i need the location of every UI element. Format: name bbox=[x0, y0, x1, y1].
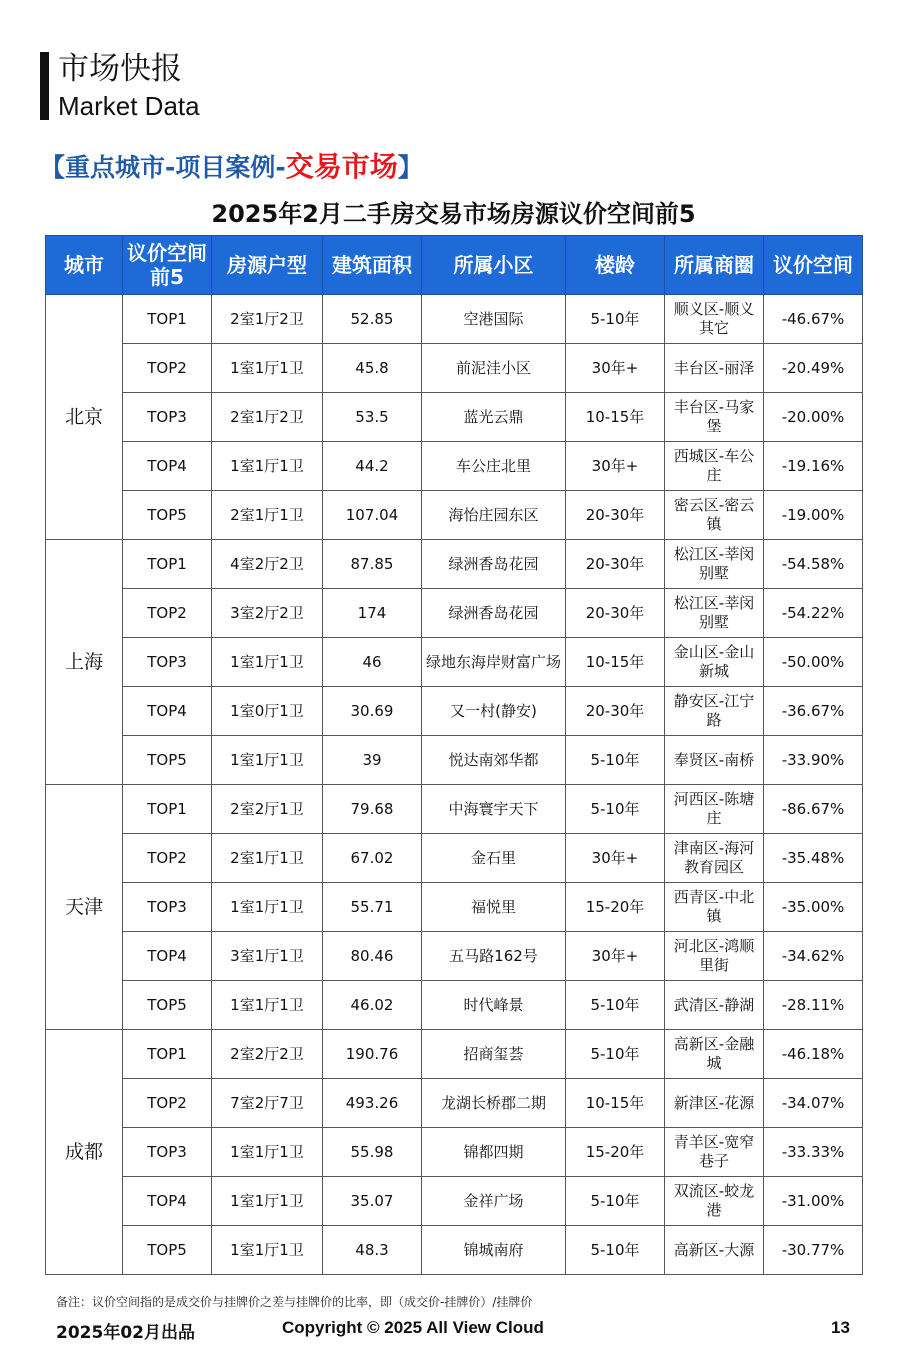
table-row bbox=[46, 932, 863, 981]
area-cell: 46 bbox=[323, 638, 422, 687]
community-cell: 锦都四期 bbox=[422, 1128, 566, 1177]
community-cell: 金祥广场 bbox=[422, 1177, 566, 1226]
city-cell: 上海 bbox=[46, 540, 123, 785]
community-cell: 时代峰景 bbox=[422, 981, 566, 1030]
area-cell: 53.5 bbox=[323, 393, 422, 442]
age-cell: 30年+ bbox=[566, 344, 665, 393]
district-cell: 津南区-海河教育园区 bbox=[665, 834, 764, 883]
table-title: 2025年2月二手房交易市场房源议价空间前5 bbox=[211, 200, 696, 228]
district-cell: 西城区-车公庄 bbox=[665, 442, 764, 491]
layout-cell: 1室1厅1卫 bbox=[212, 1128, 323, 1177]
community-cell: 福悦里 bbox=[422, 883, 566, 932]
area-cell: 55.71 bbox=[323, 883, 422, 932]
area-cell: 87.85 bbox=[323, 540, 422, 589]
col-header-community: 所属小区 bbox=[422, 236, 566, 295]
layout-cell: 1室1厅1卫 bbox=[212, 981, 323, 1030]
area-cell: 67.02 bbox=[323, 834, 422, 883]
area-cell: 39 bbox=[323, 736, 422, 785]
age-cell: 20-30年 bbox=[566, 687, 665, 736]
layout-cell: 3室2厅2卫 bbox=[212, 589, 323, 638]
col-header-layout: 房源户型 bbox=[212, 236, 323, 295]
age-cell: 20-30年 bbox=[566, 491, 665, 540]
rank-cell: TOP4 bbox=[123, 932, 212, 981]
community-cell: 金石里 bbox=[422, 834, 566, 883]
page-number: 13 bbox=[831, 1318, 850, 1337]
district-cell: 西青区-中北镇 bbox=[665, 883, 764, 932]
layout-cell: 1室0厅1卫 bbox=[212, 687, 323, 736]
table-row bbox=[46, 883, 863, 932]
footer-copyright: Copyright © 2025 All View Cloud bbox=[282, 1318, 544, 1337]
header-accent-bar bbox=[40, 52, 49, 120]
layout-cell: 2室1厅1卫 bbox=[212, 491, 323, 540]
negotiation-cell: -36.67% bbox=[764, 687, 863, 736]
negotiation-cell: -54.22% bbox=[764, 589, 863, 638]
layout-cell: 1室1厅1卫 bbox=[212, 736, 323, 785]
rank-cell: TOP5 bbox=[123, 491, 212, 540]
layout-cell: 1室1厅1卫 bbox=[212, 442, 323, 491]
community-cell: 招商玺荟 bbox=[422, 1030, 566, 1079]
footnote: 备注：议价空间指的是成交价与挂牌价之差与挂牌价的比率，即（成交价-挂牌价）/挂牌价 bbox=[56, 1295, 533, 1309]
age-cell: 20-30年 bbox=[566, 589, 665, 638]
table-body bbox=[46, 295, 863, 1275]
table-row bbox=[46, 736, 863, 785]
age-cell: 5-10年 bbox=[566, 295, 665, 344]
rank-cell: TOP1 bbox=[123, 540, 212, 589]
community-cell: 空港国际 bbox=[422, 295, 566, 344]
district-cell: 河北区-鸿顺里街 bbox=[665, 932, 764, 981]
layout-cell: 7室2厅7卫 bbox=[212, 1079, 323, 1128]
district-cell: 金山区-金山新城 bbox=[665, 638, 764, 687]
rank-cell: TOP5 bbox=[123, 981, 212, 1030]
page-subtitle: Market Data bbox=[58, 91, 200, 121]
negotiation-cell: -20.00% bbox=[764, 393, 863, 442]
section-highlight: 交易市场 bbox=[285, 150, 398, 183]
rank-cell: TOP1 bbox=[123, 785, 212, 834]
district-cell: 青羊区-宽窄巷子 bbox=[665, 1128, 764, 1177]
area-cell: 52.85 bbox=[323, 295, 422, 344]
community-cell: 锦城南府 bbox=[422, 1226, 566, 1275]
age-cell: 30年+ bbox=[566, 442, 665, 491]
layout-cell: 2室1厅2卫 bbox=[212, 393, 323, 442]
community-cell: 海怡庄园东区 bbox=[422, 491, 566, 540]
area-cell: 174 bbox=[323, 589, 422, 638]
negotiation-cell: -86.67% bbox=[764, 785, 863, 834]
age-cell: 5-10年 bbox=[566, 1177, 665, 1226]
table-row bbox=[46, 1128, 863, 1177]
age-cell: 30年+ bbox=[566, 834, 665, 883]
district-cell: 顺义区-顺义其它 bbox=[665, 295, 764, 344]
age-cell: 5-10年 bbox=[566, 785, 665, 834]
layout-cell: 3室1厅1卫 bbox=[212, 932, 323, 981]
area-cell: 30.69 bbox=[323, 687, 422, 736]
community-cell: 中海寰宇天下 bbox=[422, 785, 566, 834]
district-cell: 武清区-静湖 bbox=[665, 981, 764, 1030]
rank-cell: TOP5 bbox=[123, 1226, 212, 1275]
table-row bbox=[46, 834, 863, 883]
city-cell: 北京 bbox=[46, 295, 123, 540]
col-header-area: 建筑面积 bbox=[323, 236, 422, 295]
negotiation-cell: -35.48% bbox=[764, 834, 863, 883]
district-cell: 高新区-大源 bbox=[665, 1226, 764, 1275]
table-row bbox=[46, 687, 863, 736]
negotiation-cell: -33.33% bbox=[764, 1128, 863, 1177]
community-cell: 绿地东海岸财富广场 bbox=[422, 638, 566, 687]
age-cell: 5-10年 bbox=[566, 736, 665, 785]
city-cell: 天津 bbox=[46, 785, 123, 1030]
area-cell: 46.02 bbox=[323, 981, 422, 1030]
age-cell: 15-20年 bbox=[566, 1128, 665, 1177]
area-cell: 80.46 bbox=[323, 932, 422, 981]
age-cell: 20-30年 bbox=[566, 540, 665, 589]
area-cell: 190.76 bbox=[323, 1030, 422, 1079]
age-cell: 5-10年 bbox=[566, 981, 665, 1030]
layout-cell: 1室1厅1卫 bbox=[212, 638, 323, 687]
table-row bbox=[46, 295, 863, 344]
col-header-negotiation: 议价空间 bbox=[764, 236, 863, 295]
rank-cell: TOP2 bbox=[123, 834, 212, 883]
layout-cell: 2室1厅2卫 bbox=[212, 295, 323, 344]
district-cell: 松江区-莘闵别墅 bbox=[665, 589, 764, 638]
area-cell: 44.2 bbox=[323, 442, 422, 491]
rank-cell: TOP2 bbox=[123, 589, 212, 638]
footer-date: 2025年02月出品 bbox=[56, 1323, 195, 1343]
community-cell: 悦达南郊华都 bbox=[422, 736, 566, 785]
layout-cell: 1室1厅1卫 bbox=[212, 1226, 323, 1275]
area-cell: 48.3 bbox=[323, 1226, 422, 1275]
col-header-rank: 议价空间前5 bbox=[123, 236, 212, 295]
negotiation-cell: -20.49% bbox=[764, 344, 863, 393]
area-cell: 55.98 bbox=[323, 1128, 422, 1177]
table-row bbox=[46, 540, 863, 589]
area-cell: 45.8 bbox=[323, 344, 422, 393]
district-cell: 新津区-花源 bbox=[665, 1079, 764, 1128]
district-cell: 双流区-蛟龙港 bbox=[665, 1177, 764, 1226]
negotiation-cell: -34.07% bbox=[764, 1079, 863, 1128]
rank-cell: TOP3 bbox=[123, 1128, 212, 1177]
col-header-district: 所属商圈 bbox=[665, 236, 764, 295]
negotiation-table bbox=[45, 235, 863, 1275]
rank-cell: TOP3 bbox=[123, 638, 212, 687]
table-header-row bbox=[46, 236, 863, 295]
section-bracket-close: 】 bbox=[397, 153, 423, 182]
table-row bbox=[46, 442, 863, 491]
district-cell: 高新区-金融城 bbox=[665, 1030, 764, 1079]
community-cell: 又一村(静安) bbox=[422, 687, 566, 736]
community-cell: 五马路162号 bbox=[422, 932, 566, 981]
page-title: 市场快报 bbox=[58, 51, 182, 87]
community-cell: 车公庄北里 bbox=[422, 442, 566, 491]
col-header-city: 城市 bbox=[46, 236, 123, 295]
area-cell: 493.26 bbox=[323, 1079, 422, 1128]
table-row bbox=[46, 785, 863, 834]
rank-cell: TOP2 bbox=[123, 344, 212, 393]
section-prefix: 重点城市-项目案例- bbox=[65, 153, 286, 182]
section-bracket-open: 【 bbox=[40, 153, 66, 182]
table-row bbox=[46, 491, 863, 540]
layout-cell: 1室1厅1卫 bbox=[212, 1177, 323, 1226]
rank-cell: TOP4 bbox=[123, 442, 212, 491]
rank-cell: TOP1 bbox=[123, 1030, 212, 1079]
negotiation-cell: -50.00% bbox=[764, 638, 863, 687]
district-cell: 河西区-陈塘庄 bbox=[665, 785, 764, 834]
table-row bbox=[46, 638, 863, 687]
rank-cell: TOP3 bbox=[123, 883, 212, 932]
layout-cell: 1室1厅1卫 bbox=[212, 883, 323, 932]
table-row bbox=[46, 344, 863, 393]
rank-cell: TOP5 bbox=[123, 736, 212, 785]
area-cell: 35.07 bbox=[323, 1177, 422, 1226]
city-cell: 成都 bbox=[46, 1030, 123, 1275]
rank-cell: TOP2 bbox=[123, 1079, 212, 1128]
district-cell: 密云区-密云镇 bbox=[665, 491, 764, 540]
negotiation-cell: -46.67% bbox=[764, 295, 863, 344]
community-cell: 绿洲香岛花园 bbox=[422, 540, 566, 589]
negotiation-cell: -35.00% bbox=[764, 883, 863, 932]
district-cell: 松江区-莘闵别墅 bbox=[665, 540, 764, 589]
negotiation-cell: -46.18% bbox=[764, 1030, 863, 1079]
table-row bbox=[46, 1079, 863, 1128]
age-cell: 10-15年 bbox=[566, 393, 665, 442]
age-cell: 5-10年 bbox=[566, 1030, 665, 1079]
table-row bbox=[46, 1226, 863, 1275]
community-cell: 前泥洼小区 bbox=[422, 344, 566, 393]
age-cell: 15-20年 bbox=[566, 883, 665, 932]
age-cell: 10-15年 bbox=[566, 1079, 665, 1128]
district-cell: 丰台区-丽泽 bbox=[665, 344, 764, 393]
area-cell: 107.04 bbox=[323, 491, 422, 540]
age-cell: 10-15年 bbox=[566, 638, 665, 687]
layout-cell: 2室2厅2卫 bbox=[212, 1030, 323, 1079]
negotiation-cell: -54.58% bbox=[764, 540, 863, 589]
negotiation-cell: -19.00% bbox=[764, 491, 863, 540]
negotiation-cell: -19.16% bbox=[764, 442, 863, 491]
negotiation-cell: -34.62% bbox=[764, 932, 863, 981]
table-row bbox=[46, 393, 863, 442]
rank-cell: TOP4 bbox=[123, 687, 212, 736]
negotiation-cell: -30.77% bbox=[764, 1226, 863, 1275]
layout-cell: 2室2厅1卫 bbox=[212, 785, 323, 834]
area-cell: 79.68 bbox=[323, 785, 422, 834]
table-row bbox=[46, 589, 863, 638]
district-cell: 静安区-江宁路 bbox=[665, 687, 764, 736]
table-row bbox=[46, 1030, 863, 1079]
age-cell: 30年+ bbox=[566, 932, 665, 981]
negotiation-cell: -28.11% bbox=[764, 981, 863, 1030]
negotiation-cell: -33.90% bbox=[764, 736, 863, 785]
layout-cell: 1室1厅1卫 bbox=[212, 344, 323, 393]
district-cell: 奉贤区-南桥 bbox=[665, 736, 764, 785]
table-row bbox=[46, 1177, 863, 1226]
table-row bbox=[46, 981, 863, 1030]
rank-cell: TOP4 bbox=[123, 1177, 212, 1226]
layout-cell: 2室1厅1卫 bbox=[212, 834, 323, 883]
rank-cell: TOP1 bbox=[123, 295, 212, 344]
col-header-building-age: 楼龄 bbox=[566, 236, 665, 295]
community-cell: 蓝光云鼎 bbox=[422, 393, 566, 442]
community-cell: 绿洲香岛花园 bbox=[422, 589, 566, 638]
community-cell: 龙湖长桥郡二期 bbox=[422, 1079, 566, 1128]
rank-cell: TOP3 bbox=[123, 393, 212, 442]
age-cell: 5-10年 bbox=[566, 1226, 665, 1275]
layout-cell: 4室2厅2卫 bbox=[212, 540, 323, 589]
district-cell: 丰台区-马家堡 bbox=[665, 393, 764, 442]
negotiation-cell: -31.00% bbox=[764, 1177, 863, 1226]
section-heading bbox=[40, 150, 423, 185]
